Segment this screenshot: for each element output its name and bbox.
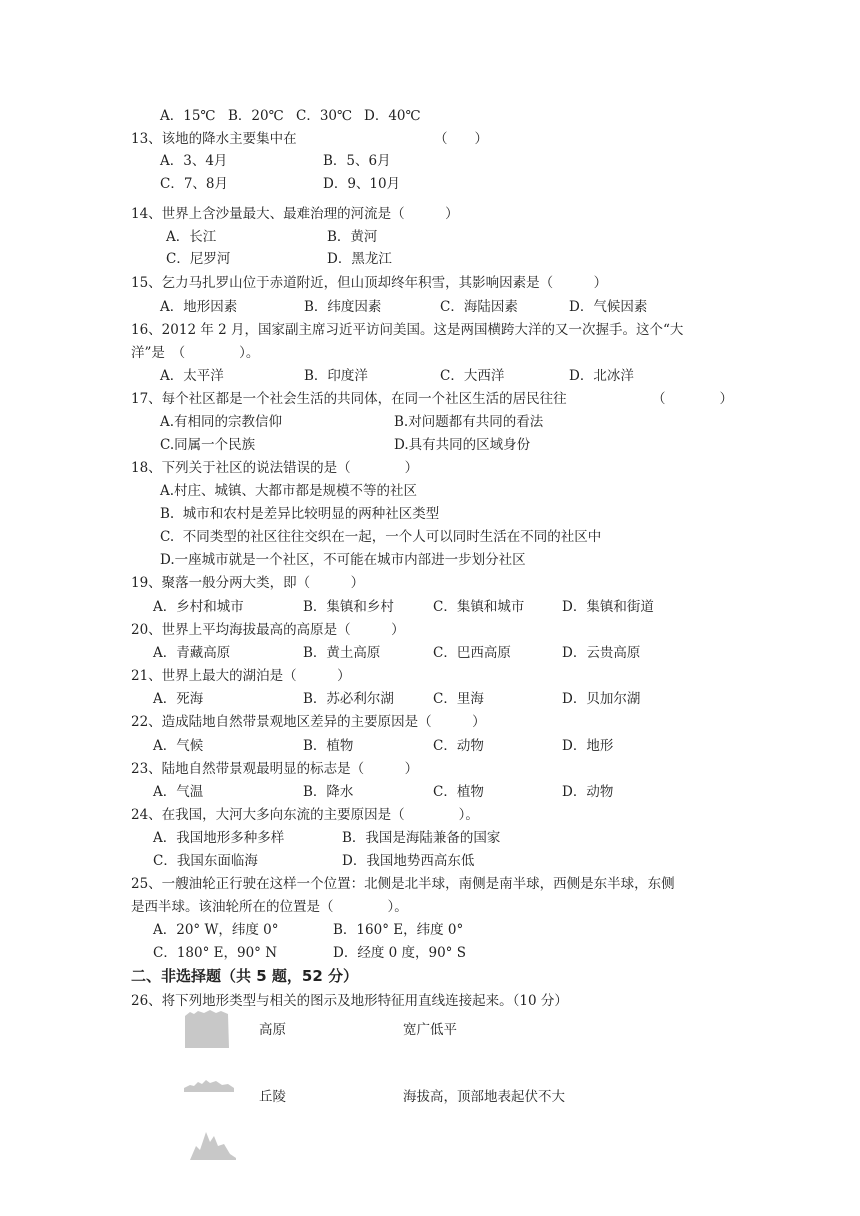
option-b: B．降水: [303, 784, 354, 800]
option-a: A．气候: [153, 738, 204, 754]
option-d: D．动物: [562, 784, 614, 800]
option-d: D．经度 0 度，90° S: [333, 945, 466, 961]
question-stem: 22、造成陆地自然带景观地区差异的主要原因是（ ）: [131, 714, 486, 730]
option-b: B．植物: [303, 738, 354, 754]
option-a: A．我国地形多种多样: [153, 830, 285, 846]
option-c: C．我国东面临海: [153, 853, 258, 869]
option-a: A．太平洋: [160, 368, 224, 384]
option-c: C．巴西高原: [433, 645, 511, 661]
option-a: A．乡村和城市: [153, 599, 244, 615]
option-b: B．160° E，纬度 0°: [333, 922, 464, 938]
option-b: B．黄土高原: [303, 645, 381, 661]
option-a: A．3、4月: [160, 153, 228, 169]
question-stem: 18、下列关于社区的说法错误的是（ ）: [131, 460, 419, 476]
question-stem: 13、该地的降水主要集中在: [131, 131, 297, 147]
option-d: D．气候因素: [569, 299, 648, 315]
question-stem: 26、将下列地形类型与相关的图示及地形特征用直线连接起来。（10 分）: [131, 993, 568, 1009]
option-d: D．北冰洋: [569, 368, 634, 384]
option-a: A．15℃: [160, 108, 216, 124]
question-stem: 14、世界上含沙量最大、最难治理的河流是（ ）: [131, 206, 459, 222]
question-stem: 16、2012 年 2 月，国家副主席习近平访问美国。这是两国横跨大洋的又一次握手。这个“大: [131, 322, 684, 338]
option-a: A.有相同的宗教信仰: [160, 414, 283, 430]
answer-bracket: （ ）: [652, 391, 733, 407]
option-c: C.同属一个民族: [160, 437, 256, 453]
question-stem: 17、每个社区都是一个社会生活的共同体，在同一个社区生活的居民往往: [131, 391, 567, 407]
option-b: B．黄河: [327, 229, 378, 245]
option-c: C．海陆因素: [440, 299, 518, 315]
option-b: B．我国是海陆兼备的国家: [342, 830, 501, 846]
option-d: D.具有共同的区域身份: [394, 437, 531, 453]
option-a: A．长江: [166, 229, 217, 245]
option-d: D．我国地势西高东低: [342, 853, 475, 869]
option-d: D．9、10月: [323, 176, 401, 192]
section-heading: 二、非选择题（共 5 题，52 分）: [131, 967, 358, 985]
option-b: B．集镇和乡村: [303, 599, 394, 615]
option-c: C．大西洋: [440, 368, 505, 384]
option-a: A．地形因素: [160, 299, 238, 315]
question-stem: 23、陆地自然带景观最明显的标志是（ ）: [131, 761, 419, 777]
option-b: B．20℃: [228, 108, 284, 124]
plateau-profile-icon: [184, 1008, 230, 1048]
option-c: C．180° E，90° N: [153, 945, 278, 961]
terrain-type-label: 高原: [259, 1022, 286, 1038]
option-c: C．尼罗河: [166, 251, 231, 267]
question-stem-continued: 是西半球。该油轮所在的位置是（ ）。: [131, 899, 408, 915]
option-c: C. 不同类型的社区往往交织在一起，一个人可以同时生活在不同的社区中: [160, 529, 602, 545]
option-d: D．地形: [562, 738, 614, 754]
option-d: D.一座城市就是一个社区，不可能在城市内部进一步划分社区: [160, 552, 526, 568]
option-d: D．黑龙江: [327, 251, 392, 267]
question-stem: 21、世界上最大的湖泊是（ ）: [131, 668, 351, 684]
option-c: C．里海: [433, 691, 484, 707]
option-c: C．植物: [433, 784, 484, 800]
option-d: D．贝加尔湖: [562, 691, 641, 707]
option-b: B. 城市和农村是差异比较明显的两种社区类型: [160, 506, 440, 522]
terrain-type-label: 丘陵: [259, 1089, 286, 1105]
option-d: D．集镇和街道: [562, 599, 654, 615]
option-b: B．印度洋: [304, 368, 368, 384]
option-c: C．动物: [433, 738, 484, 754]
hill-profile-icon: [184, 1076, 234, 1092]
option-d: D．40℃: [364, 108, 421, 124]
option-a: A.村庄、城镇、大都市都是规模不等的社区: [160, 483, 418, 499]
option-c: C．30℃: [296, 108, 353, 124]
question-stem: 15、乞力马扎罗山位于赤道附近，但山顶却终年积雪，其影响因素是（ ）: [131, 275, 608, 291]
terrain-feature-label: 宽广低平: [403, 1022, 457, 1038]
option-a: A．死海: [153, 691, 204, 707]
question-stem: 20、世界上平均海拔最高的高原是（ ）: [131, 622, 405, 638]
mountain-profile-icon: [190, 1128, 238, 1160]
question-stem: 19、聚落一般分两大类，即（ ）: [131, 575, 365, 591]
option-b: B．苏必利尔湖: [303, 691, 394, 707]
option-b: B．5、6月: [323, 153, 391, 169]
option-b: B．纬度因素: [304, 299, 382, 315]
question-stem-continued: 洋”是 （ ）。: [131, 345, 260, 361]
terrain-feature-label: 海拔高，顶部地表起伏不大: [403, 1089, 565, 1105]
option-a: A．气温: [153, 784, 204, 800]
option-d: D．云贵高原: [562, 645, 641, 661]
option-a: A．青藏高原: [153, 645, 231, 661]
option-c: C．集镇和城市: [433, 599, 525, 615]
question-stem: 25、一艘油轮正行驶在这样一个位置：北侧是北半球，南侧是南半球，西侧是东半球，东侧: [131, 876, 675, 892]
option-a: A．20° W，纬度 0°: [153, 922, 279, 938]
answer-bracket: （ ）: [434, 131, 488, 147]
question-stem: 24、在我国，大河大多向东流的主要原因是（ ）。: [131, 807, 479, 823]
option-c: C．7、8月: [160, 176, 229, 192]
option-b: B.对问题都有共同的看法: [394, 414, 544, 430]
